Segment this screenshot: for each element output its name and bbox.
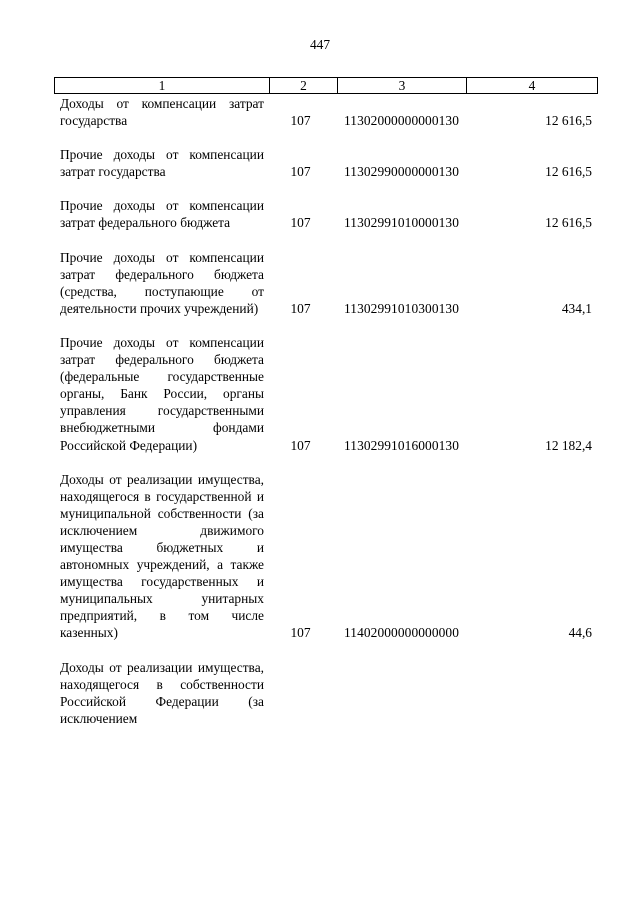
row-amount: 12 616,5: [545, 164, 592, 180]
row-amount: 12 616,5: [545, 113, 592, 129]
row-name: Доходы от реализации имущества, находящегося в государственной и муниципальной собственности (за исключением движимого имущества бюджетных и автономных учреждений, а также имущества государственных и муниципальных унитарных предприятий, в том числе казенных): [60, 471, 264, 641]
row-kbk: 11302990000000130: [343, 164, 460, 180]
row-name: Доходы от реализации имущества, находящегося в собственности Российской Федерации (за исключением: [60, 659, 264, 726]
table-row: [54, 659, 598, 727]
row-code: 107: [290, 300, 311, 316]
header-col-2: 2: [270, 78, 338, 93]
table-row: [54, 95, 598, 129]
table-row: [54, 334, 598, 454]
header-col-1: 1: [55, 78, 270, 93]
row-kbk: 11302000000000130: [343, 113, 460, 129]
header-col-4: 4: [528, 78, 536, 93]
row-kbk: 11402000000000000: [343, 625, 460, 641]
row-code: 107: [290, 215, 311, 231]
row-code: 107: [290, 113, 311, 129]
table-body: [54, 95, 598, 744]
row-name: Прочие доходы от компенсации затрат федерального бюджета: [60, 198, 264, 231]
row-name: Прочие доходы от компенсации затрат федерального бюджета (средства, поступающие от деятельности прочих учреждений): [60, 249, 264, 316]
row-code: 107: [290, 625, 311, 641]
table-row: [54, 197, 598, 231]
table-header: [54, 77, 598, 94]
row-name: Доходы от компенсации затрат государства: [60, 96, 264, 129]
row-name: Прочие доходы от компенсации затрат государства: [60, 147, 264, 180]
table-row: [54, 471, 598, 642]
row-amount: 12 616,5: [545, 215, 592, 231]
row-name: Прочие доходы от компенсации затрат федерального бюджета (федеральные государственные органы, Банк России, органы управления государственными внебюджетными фондами Российской Федерации): [60, 334, 264, 453]
row-kbk: 11302991016000130: [343, 437, 460, 453]
row-kbk: 11302991010300130: [343, 300, 460, 316]
table-row: [54, 146, 598, 180]
row-amount: 12 182,4: [545, 437, 592, 453]
row-code: 107: [290, 437, 311, 453]
row-kbk: 11302991010000130: [343, 215, 460, 231]
page-number: 447: [309, 37, 331, 52]
table-row: [54, 249, 598, 317]
row-amount: 44,6: [568, 625, 592, 641]
header-col-3: 3: [338, 78, 467, 93]
row-code: 107: [290, 164, 311, 180]
row-amount: 434,1: [561, 300, 592, 316]
